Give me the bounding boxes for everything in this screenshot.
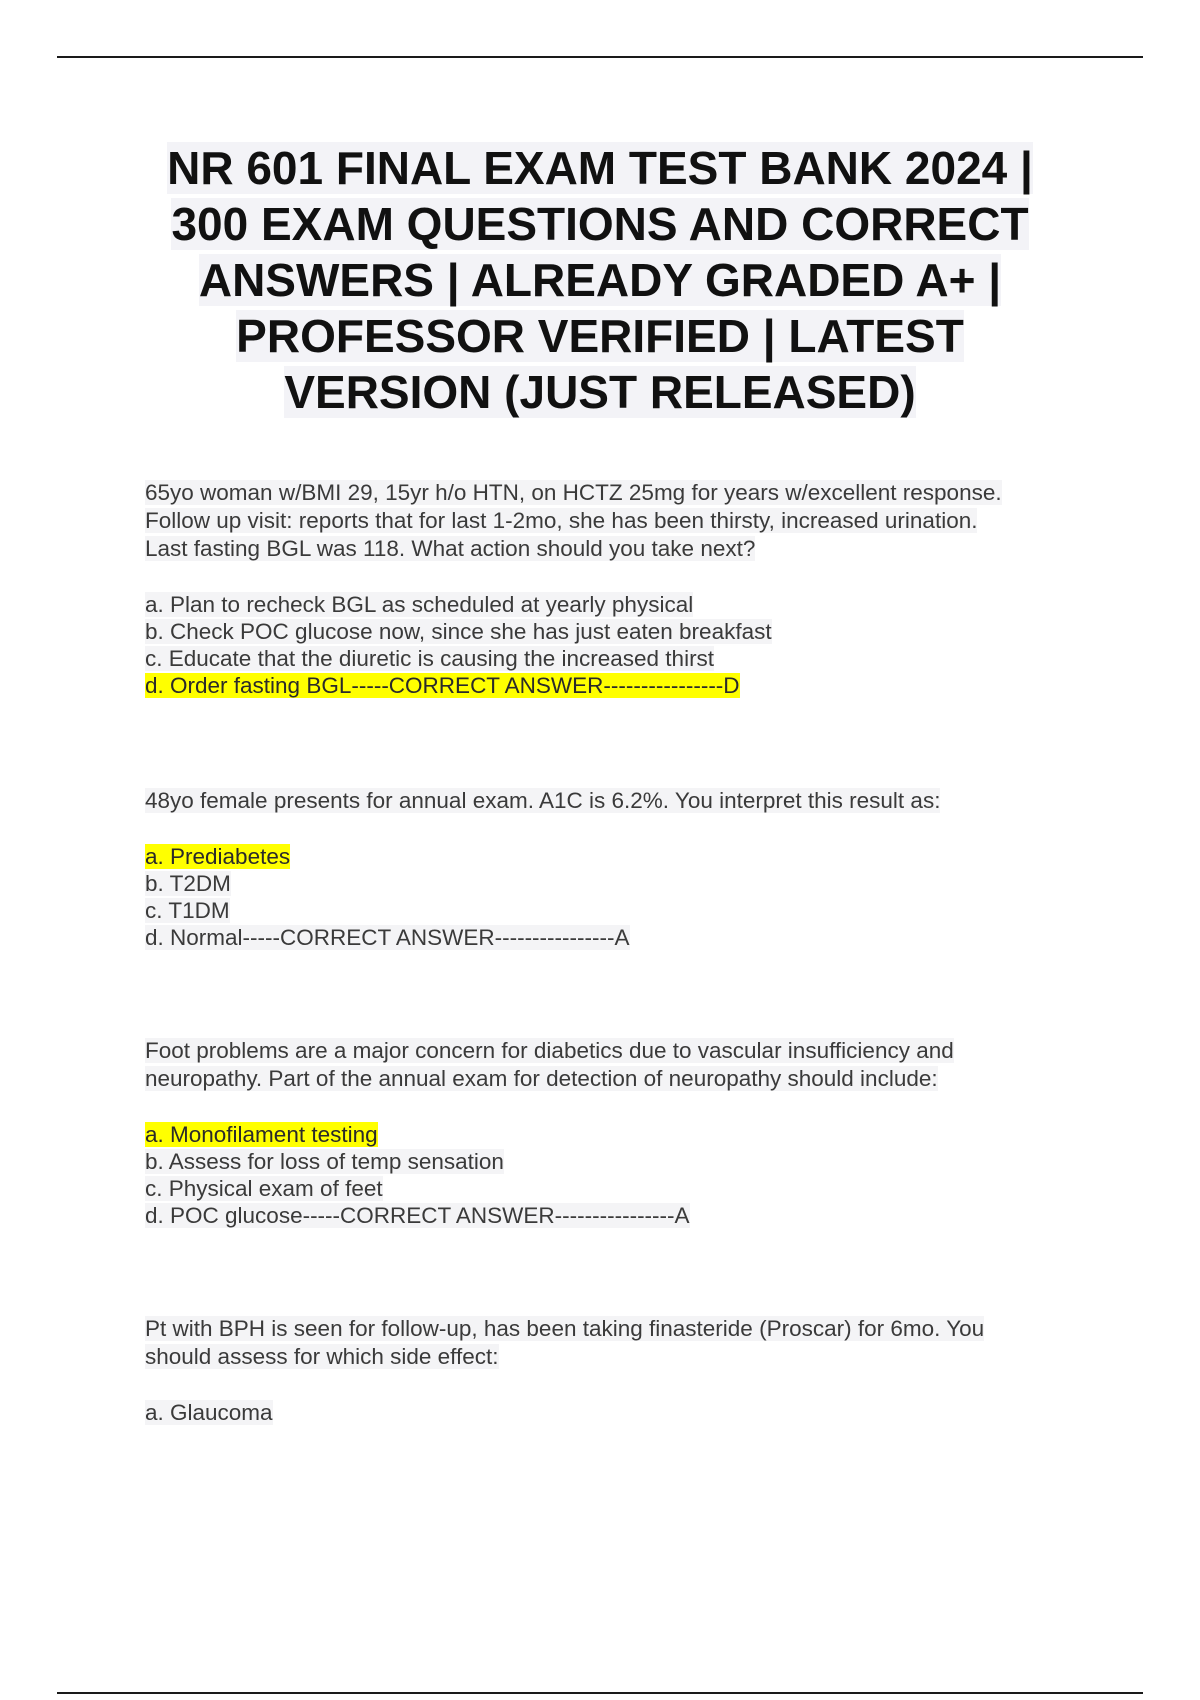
answer-option-b: b. Check POC glucose now, since she has just eaten breakfast — [145, 619, 772, 644]
question-stem-line: 65yo woman w/BMI 29, 15yr h/o HTN, on HCTZ 25mg for years w/excellent response. — [145, 480, 1002, 505]
question-stem-line: Last fasting BGL was 118. What action should you take next? — [145, 536, 756, 561]
question-2 — [145, 787, 1085, 951]
answer-option-b: b. Assess for loss of temp sensation — [145, 1149, 504, 1174]
answer-option-d: d. Normal-----CORRECT ANSWER----------------A — [145, 925, 630, 950]
highlighted-answer: a. Prediabetes — [145, 844, 291, 869]
title-line-5: VERSION (JUST RELEASED) — [284, 366, 916, 418]
answer-option-c: c. T1DM — [145, 898, 230, 923]
answer-option-c: c. Educate that the diuretic is causing the increased thirst — [145, 646, 715, 671]
question-stem-line: Follow up visit: reports that for last 1-2mo, she has been thirsty, increased urination. — [145, 508, 978, 533]
title-line-1: NR 601 FINAL EXAM TEST BANK 2024 | — [167, 142, 1033, 194]
question-stem-line: Pt with BPH is seen for follow-up, has been taking finasteride (Proscar) for 6mo. You — [145, 1316, 985, 1341]
answer-option-a: a. Plan to recheck BGL as scheduled at yearly physical — [145, 592, 694, 617]
question-stem-line: 48yo female presents for annual exam. A1C is 6.2%. You interpret this result as: — [145, 788, 941, 813]
question-stem-line: Foot problems are a major concern for diabetics due to vascular insufficiency and — [145, 1038, 954, 1063]
answer-option-a: a. Glaucoma — [145, 1400, 273, 1425]
top-rule — [57, 56, 1143, 58]
highlighted-answer: a. Monofilament testing — [145, 1122, 378, 1147]
document-title — [140, 140, 1060, 420]
title-line-2: 300 EXAM QUESTIONS AND CORRECT — [171, 198, 1029, 250]
answer-option-d-correct — [145, 672, 1085, 699]
question-1 — [145, 479, 1085, 699]
title-line-4: PROFESSOR VERIFIED | LATEST — [236, 310, 964, 362]
highlighted-answer: d. Order fasting BGL-----CORRECT ANSWER----------------D — [145, 673, 740, 698]
answer-option-a-correct — [145, 843, 1085, 870]
question-stem-line: neuropathy. Part of the annual exam for detection of neuropathy should include: — [145, 1066, 938, 1091]
bottom-rule — [57, 1692, 1143, 1694]
question-stem-line: should assess for which side effect: — [145, 1344, 499, 1369]
question-4 — [145, 1315, 1085, 1426]
answer-option-d: d. POC glucose-----CORRECT ANSWER----------------A — [145, 1203, 690, 1228]
title-line-3: ANSWERS | ALREADY GRADED A+ | — [198, 254, 1002, 306]
question-3 — [145, 1037, 1085, 1229]
answer-option-c: c. Physical exam of feet — [145, 1176, 383, 1201]
answer-option-b: b. T2DM — [145, 871, 231, 896]
answer-option-a-correct — [145, 1121, 1085, 1148]
